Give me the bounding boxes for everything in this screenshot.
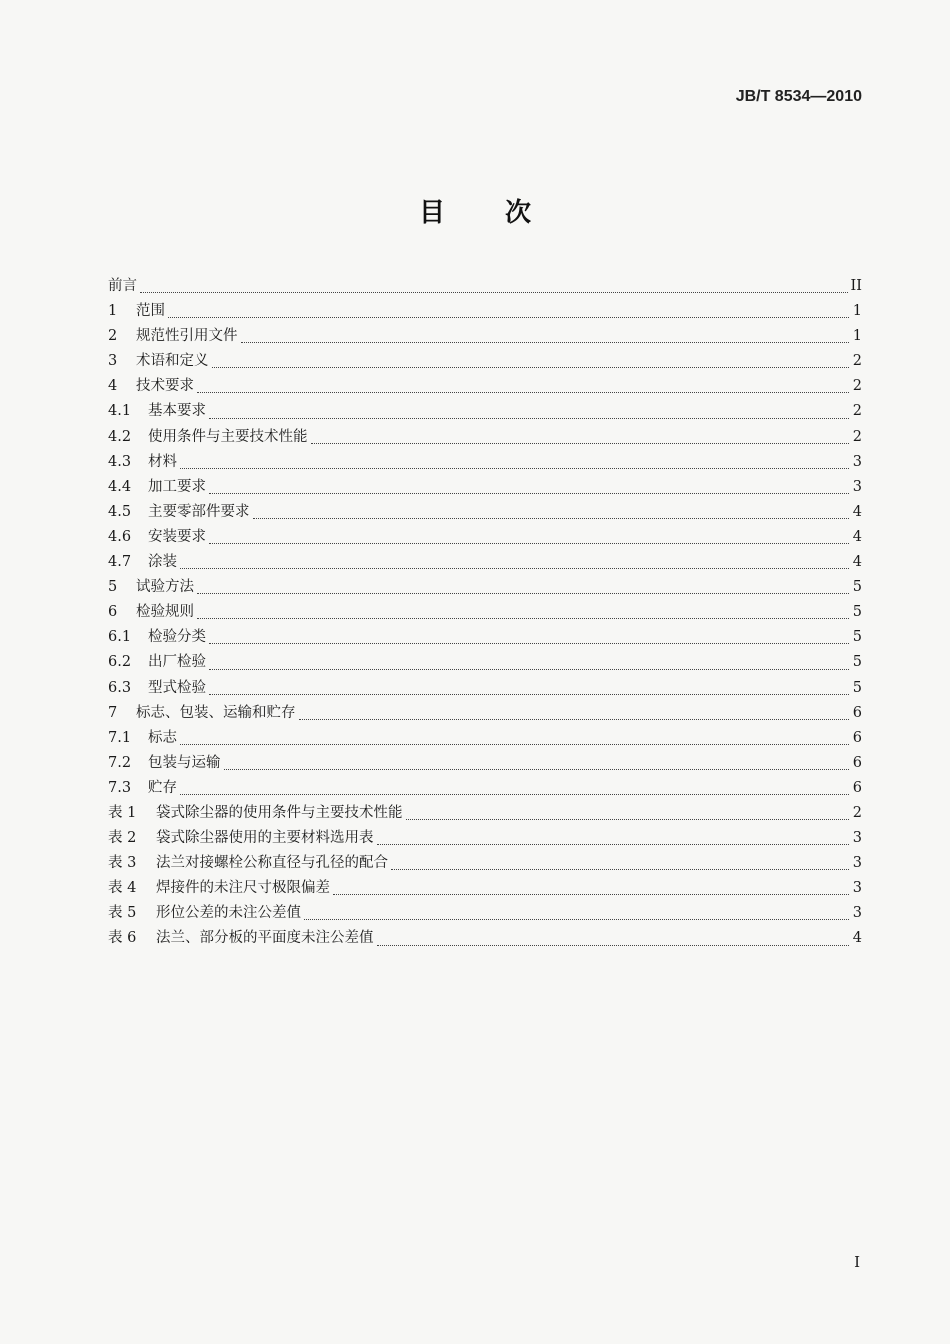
toc-entry-page: 6 xyxy=(852,704,862,721)
dot-leader xyxy=(209,417,849,419)
toc-entry-page: 5 xyxy=(852,629,862,646)
dot-leader xyxy=(311,442,850,444)
toc-entry-page: 1 xyxy=(852,328,862,345)
toc-entry-number: 6.2 xyxy=(108,654,132,671)
toc-entry-title: 检验分类 xyxy=(148,629,206,646)
toc-entry[interactable] xyxy=(108,701,862,726)
dot-leader xyxy=(140,291,848,293)
toc-entry-title: 法兰对接螺栓公称直径与孔径的配合 xyxy=(156,855,388,872)
toc-entry-title: 加工要求 xyxy=(148,478,206,495)
toc-entry-page: 2 xyxy=(852,403,862,420)
toc-entry-title: 包装与运输 xyxy=(148,754,221,771)
dot-leader xyxy=(180,567,849,569)
toc-entry[interactable] xyxy=(108,726,862,751)
dot-leader xyxy=(253,517,850,519)
toc-entry[interactable] xyxy=(108,399,862,424)
toc-entry-title: 出厂检验 xyxy=(148,654,206,671)
toc-entry[interactable] xyxy=(108,826,862,851)
dot-leader xyxy=(197,617,849,619)
dot-leader xyxy=(212,366,850,368)
toc-entry[interactable] xyxy=(108,500,862,525)
toc-entry-title: 主要零部件要求 xyxy=(148,503,250,520)
toc-entry-number: 表 6 xyxy=(108,930,137,947)
toc-entry-number: 2 xyxy=(108,328,118,345)
toc-entry-number: 6.1 xyxy=(108,629,132,646)
toc-entry[interactable] xyxy=(108,274,862,299)
toc-entry-title: 贮存 xyxy=(148,779,177,796)
dot-leader xyxy=(168,316,849,318)
dot-leader xyxy=(197,391,849,393)
toc-entry-page: 4 xyxy=(852,528,862,545)
toc-entry-number: 4.7 xyxy=(108,554,132,571)
dot-leader xyxy=(180,793,849,795)
toc-entry[interactable] xyxy=(108,851,862,876)
toc-entry-title: 使用条件与主要技术性能 xyxy=(148,428,308,445)
toc-entry-page: 6 xyxy=(852,729,862,746)
toc-entry-title: 安装要求 xyxy=(148,528,206,545)
toc-entry-page: 3 xyxy=(852,453,862,470)
toc-entry-page: 5 xyxy=(852,679,862,696)
toc-entry-title: 法兰、部分板的平面度未注公差值 xyxy=(156,930,374,947)
page-title: 目次 xyxy=(418,198,591,228)
dot-leader xyxy=(197,592,849,594)
toc-entry[interactable] xyxy=(108,550,862,575)
toc-entry-number: 7.3 xyxy=(108,779,132,796)
toc-entry-title: 术语和定义 xyxy=(136,353,209,370)
toc-entry-title: 形位公差的未注公差值 xyxy=(156,905,301,922)
toc-entry-number: 4.1 xyxy=(108,403,132,420)
toc-entry-number: 6 xyxy=(108,604,118,621)
toc-entry-page: 4 xyxy=(852,503,862,520)
toc-entry[interactable] xyxy=(108,525,862,550)
toc-entry[interactable] xyxy=(108,876,862,901)
toc-entry-number: 6.3 xyxy=(108,679,132,696)
toc-entry-title: 标志、包装、运输和贮存 xyxy=(136,704,296,721)
dot-leader xyxy=(377,944,850,946)
toc-entry-number: 7.1 xyxy=(108,729,132,746)
toc-entry[interactable] xyxy=(108,676,862,701)
toc-entry-page: 6 xyxy=(852,754,862,771)
toc-entry[interactable] xyxy=(108,425,862,450)
toc-entry-title: 型式检验 xyxy=(148,679,206,696)
toc-entry-number: 4.3 xyxy=(108,453,132,470)
dot-leader xyxy=(180,743,849,745)
toc-entry-page: II xyxy=(850,278,862,294)
toc-entry-title: 标志 xyxy=(148,729,177,746)
toc-entry-number: 表 5 xyxy=(108,905,137,922)
toc-entry[interactable] xyxy=(108,625,862,650)
toc-entry[interactable] xyxy=(108,299,862,324)
toc-entry-title: 检验规则 xyxy=(136,604,194,621)
toc-entry-page: 3 xyxy=(852,905,862,922)
toc-entry-title: 涂装 xyxy=(148,554,177,571)
toc-entry[interactable] xyxy=(108,575,862,600)
toc-entry-number: 7.2 xyxy=(108,754,132,771)
toc-entry-number: 4.5 xyxy=(108,503,132,520)
dot-leader xyxy=(333,893,849,895)
toc-entry-number: 1 xyxy=(108,303,118,320)
toc-entry[interactable] xyxy=(108,901,862,926)
toc-entry-page: 3 xyxy=(852,880,862,897)
toc-entry-number: 5 xyxy=(108,579,118,596)
toc-entry-title: 前言 xyxy=(108,278,137,294)
toc-entry-title: 技术要求 xyxy=(136,378,194,395)
dot-leader xyxy=(209,668,849,670)
dot-leader xyxy=(209,542,849,544)
dot-leader xyxy=(209,492,849,494)
toc-entry-page: 5 xyxy=(852,654,862,671)
dot-leader xyxy=(377,843,850,845)
toc-entry-page: 5 xyxy=(852,579,862,596)
toc-entry-title: 试验方法 xyxy=(136,579,194,596)
toc-entry-number: 7 xyxy=(108,704,118,721)
standard-number: JB/T 8534—2010 xyxy=(735,88,862,105)
toc-entry-page: 5 xyxy=(852,604,862,621)
toc-entry-number: 3 xyxy=(108,353,118,370)
toc-entry-page: 4 xyxy=(852,554,862,571)
toc-entry[interactable] xyxy=(108,776,862,801)
dot-leader xyxy=(406,818,850,820)
toc-entry-page: 1 xyxy=(852,303,862,320)
toc-entry[interactable] xyxy=(108,600,862,625)
toc-entry[interactable] xyxy=(108,475,862,500)
dot-leader xyxy=(209,642,849,644)
toc-entry-page: 3 xyxy=(852,855,862,872)
toc-entry[interactable] xyxy=(108,801,862,826)
toc-entry[interactable] xyxy=(108,349,862,374)
toc-entry[interactable] xyxy=(108,751,862,776)
table-of-contents xyxy=(108,274,862,952)
toc-entry-title: 范围 xyxy=(136,303,165,320)
toc-entry-title: 规范性引用文件 xyxy=(136,328,238,345)
toc-entry-title: 材料 xyxy=(148,453,177,470)
toc-entry-number: 4 xyxy=(108,378,118,395)
toc-entry-number: 4.6 xyxy=(108,528,132,545)
toc-entry[interactable] xyxy=(108,374,862,399)
toc-entry-page: 6 xyxy=(852,779,862,796)
dot-leader xyxy=(241,341,850,343)
toc-entry-title: 焊接件的未注尺寸极限偏差 xyxy=(156,880,330,897)
page-number: I xyxy=(854,1253,860,1271)
toc-entry-page: 3 xyxy=(852,830,862,847)
toc-entry-page: 4 xyxy=(852,930,862,947)
toc-entry-number: 表 2 xyxy=(108,830,137,847)
toc-entry[interactable] xyxy=(108,324,862,349)
toc-entry-title: 基本要求 xyxy=(148,403,206,420)
toc-entry-title: 袋式除尘器使用的主要材料选用表 xyxy=(156,830,374,847)
dot-leader xyxy=(299,718,850,720)
toc-entry[interactable] xyxy=(108,450,862,475)
toc-entry-page: 2 xyxy=(852,428,862,445)
dot-leader xyxy=(180,467,849,469)
dot-leader xyxy=(391,868,849,870)
toc-entry-title: 袋式除尘器的使用条件与主要技术性能 xyxy=(156,804,403,821)
dot-leader xyxy=(304,918,849,920)
dot-leader xyxy=(209,693,849,695)
dot-leader xyxy=(224,768,850,770)
toc-entry-page: 3 xyxy=(852,478,862,495)
toc-entry-page: 2 xyxy=(852,804,862,821)
toc-entry[interactable] xyxy=(108,926,862,951)
toc-entry-number: 4.2 xyxy=(108,428,132,445)
toc-entry-page: 2 xyxy=(852,353,862,370)
toc-entry[interactable] xyxy=(108,650,862,675)
toc-entry-number: 表 1 xyxy=(108,804,137,821)
toc-entry-number: 表 3 xyxy=(108,855,137,872)
toc-entry-page: 2 xyxy=(852,378,862,395)
toc-entry-number: 表 4 xyxy=(108,880,137,897)
toc-entry-number: 4.4 xyxy=(108,478,132,495)
